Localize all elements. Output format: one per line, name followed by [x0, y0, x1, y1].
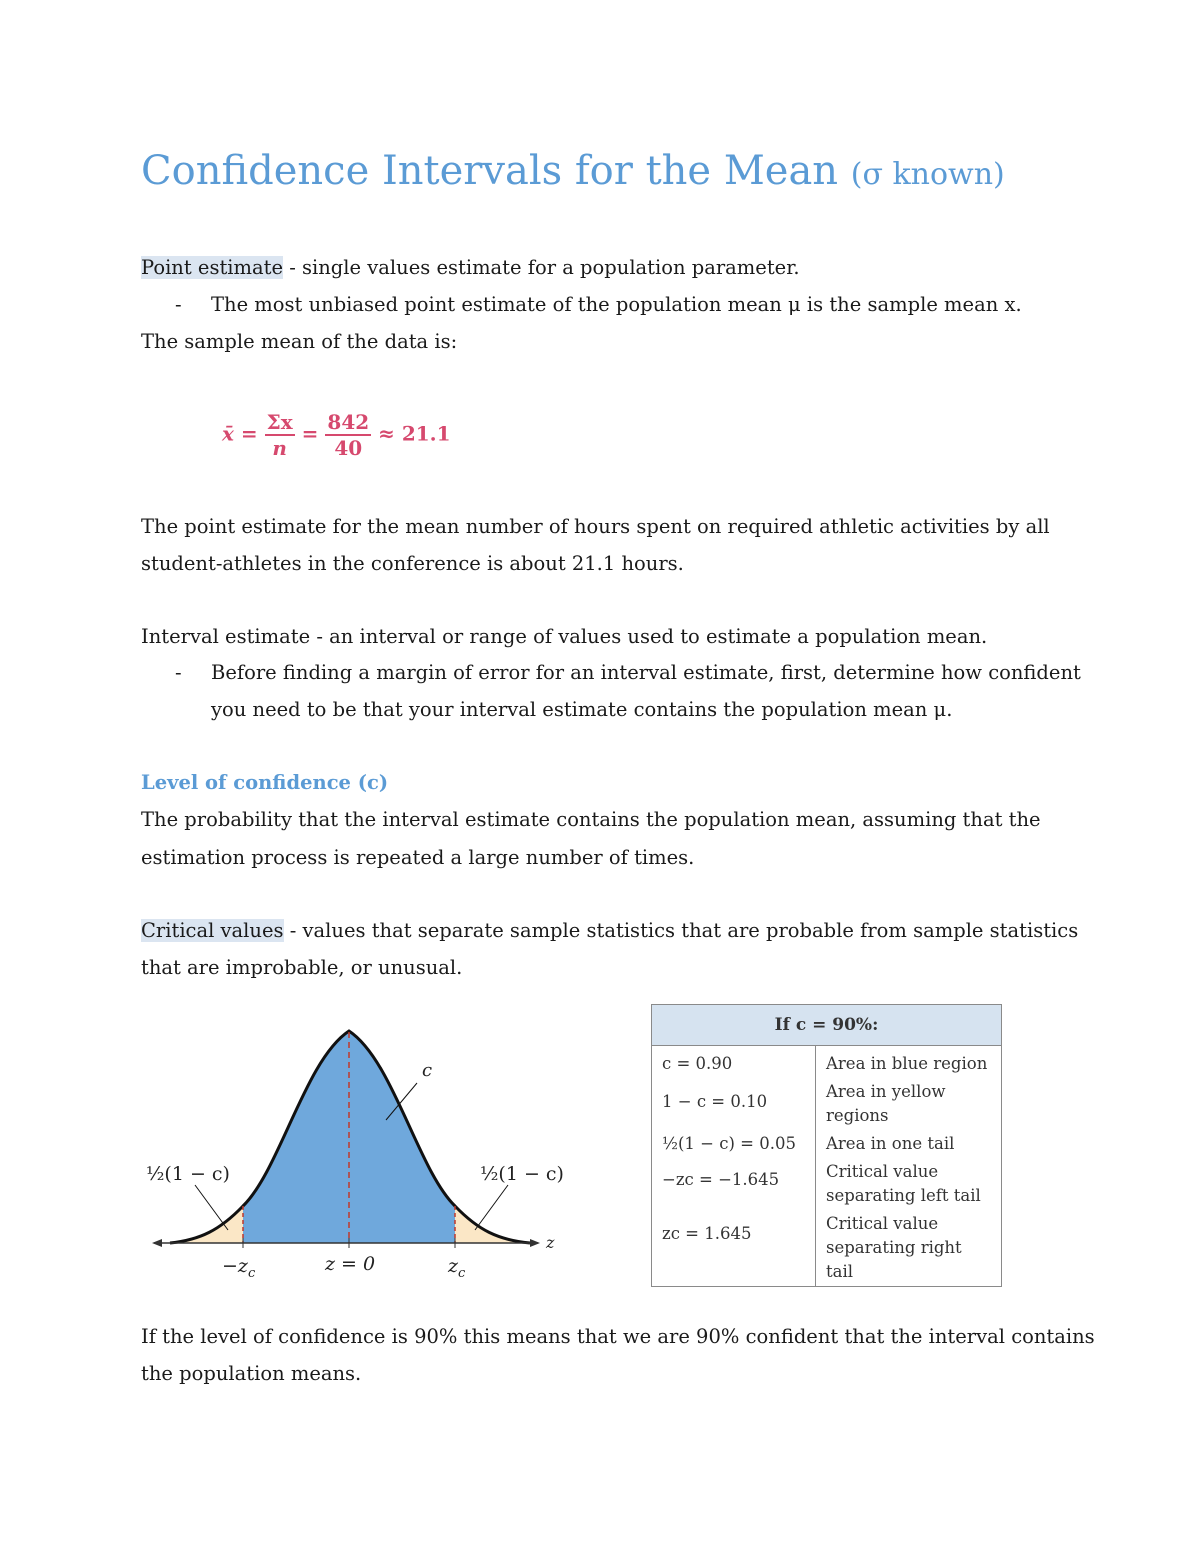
title-sub: (σ known) — [850, 157, 1005, 192]
conclusion-line-2: student-athletes in the conference is about 21.1 hours. — [141, 552, 684, 575]
label-zc — [447, 1255, 466, 1281]
critical-values-term: Critical values — [141, 919, 284, 942]
formula-fraction-sum — [265, 410, 295, 460]
label-c: c — [422, 1060, 433, 1081]
level-of-confidence-line-2: estimation process is repeated a large number of times. — [141, 846, 695, 869]
point-estimate-term: Point estimate — [141, 256, 284, 279]
table-cell-left: zc = 1.645 — [652, 1210, 816, 1287]
table-cell-right: Area in blue region — [816, 1046, 1002, 1079]
interval-estimate-line — [141, 623, 987, 651]
table-row — [652, 1046, 1002, 1079]
table-row — [652, 1130, 1002, 1158]
point-estimate-line — [141, 254, 800, 282]
label-neg-zc — [222, 1255, 256, 1281]
table-row — [652, 1158, 1002, 1210]
normal-curve-diagram — [140, 1020, 570, 1285]
critical-values-line — [141, 917, 1078, 945]
formula-frac2-den: 40 — [334, 436, 363, 460]
label-zc-sub: c — [458, 1266, 466, 1281]
level-of-confidence-heading: Level of confidence (c) — [141, 771, 389, 794]
level-of-confidence-line-1: The probability that the interval estimate contains the population mean, assuming that the — [141, 808, 1041, 831]
closing-line-1: If the level of confidence is 90% this means that we are 90% confident that the interval contains — [141, 1325, 1095, 1348]
label-right-tail: ½(1 − c) — [480, 1163, 564, 1185]
formula-fraction-values — [325, 410, 371, 460]
conclusion-line-1: The point estimate for the mean number of hours spent on required athletic activities by all — [141, 515, 1050, 538]
left-tail-pointer — [195, 1185, 228, 1230]
title-main: Confidence Intervals for the Mean — [141, 148, 839, 194]
right-tail-region — [455, 1206, 530, 1243]
label-left-tail: ½(1 − c) — [146, 1163, 230, 1185]
formula-result: ≈ 21.1 — [378, 421, 451, 446]
critical-values-line-2: that are improbable, or unusual. — [141, 956, 463, 979]
table-cell-left: c = 0.90 — [652, 1046, 816, 1079]
critical-values-def-1: - values that separate sample statistics that are probable from sample statistics — [283, 919, 1079, 942]
sample-mean-intro: The sample mean of the data is: — [141, 330, 458, 353]
point-estimate-def: - single values estimate for a population parameter. — [283, 256, 800, 279]
formula-frac1-den: n — [272, 436, 287, 460]
label-zero: z = 0 — [325, 1253, 376, 1275]
table-row — [652, 1078, 1002, 1130]
formula-frac2-num: 842 — [327, 410, 370, 434]
closing-line-2: the population means. — [141, 1362, 362, 1385]
axis-arrow-left — [152, 1239, 162, 1247]
formula-frac1-num: Σx — [266, 410, 293, 434]
table-cell-left: ½(1 − c) = 0.05 — [652, 1130, 816, 1158]
interval-bullet-line-2: you need to be that your interval estimate contains the population mean μ. — [211, 698, 953, 721]
right-tail-pointer — [475, 1185, 508, 1230]
bullet-dash: - — [175, 293, 182, 316]
table-cell-left: 1 − c = 0.10 — [652, 1078, 816, 1130]
left-tail-region — [170, 1206, 243, 1243]
label-neg-zc-main: −z — [222, 1255, 248, 1277]
formula-lhs: x̄ = — [222, 421, 258, 446]
interval-bullet-line-1: Before finding a margin of error for an interval estimate, first, determine how confident — [211, 661, 1081, 684]
bullet-dash: - — [175, 661, 182, 684]
table-cell-right: Critical value separating left tail — [816, 1158, 1002, 1210]
label-zc-main: z — [448, 1255, 459, 1277]
label-axis-z: z — [546, 1233, 555, 1252]
page-title — [141, 148, 1005, 194]
table-cell-right: Critical value separating right tail — [816, 1210, 1002, 1287]
interval-estimate-def: - an interval or range of values used to estimate a population mean. — [310, 625, 988, 648]
table-cell-right: Area in yellow regions — [816, 1078, 1002, 1130]
table-cell-right: Area in one tail — [816, 1130, 1002, 1158]
label-neg-zc-sub: c — [247, 1266, 256, 1281]
axis-arrow-right — [530, 1239, 540, 1247]
table-cell-left: −zc = −1.645 — [652, 1158, 816, 1210]
critical-values-table — [651, 1004, 1002, 1287]
table-row — [652, 1210, 1002, 1287]
point-estimate-bullet: The most unbiased point estimate of the population mean μ is the sample mean x. — [211, 293, 1022, 316]
interval-estimate-term: Interval estimate — [141, 625, 311, 648]
formula-eq: = — [301, 421, 319, 446]
sample-mean-formula — [222, 410, 451, 460]
table-header: If c = 90%: — [652, 1005, 1002, 1046]
